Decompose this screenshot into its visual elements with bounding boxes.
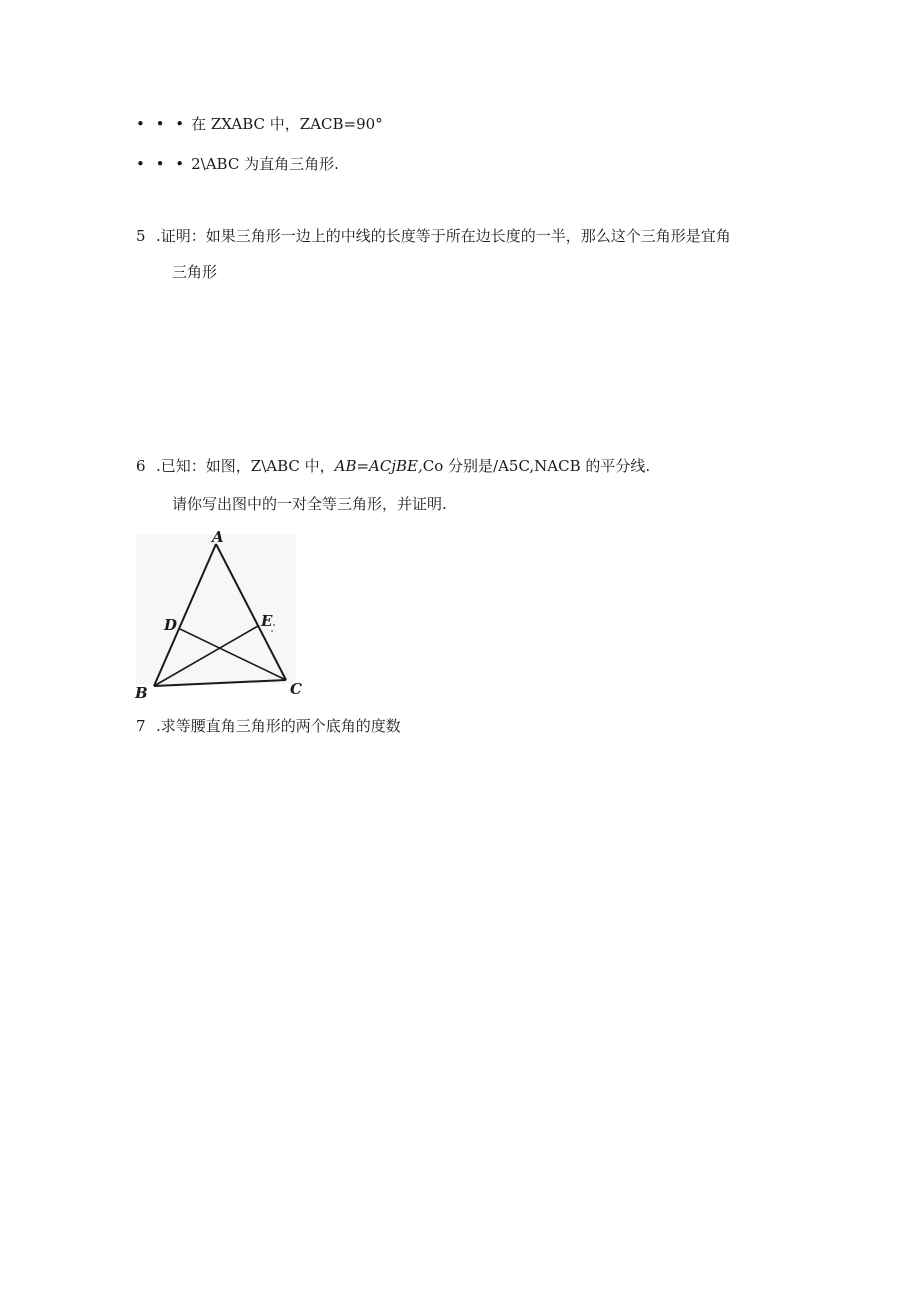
label-b: B bbox=[135, 684, 148, 702]
therefore-dots: • • • bbox=[136, 115, 188, 133]
question-5-number: 5 bbox=[136, 227, 146, 245]
figure-background bbox=[136, 534, 296, 684]
proof-line-1-text: 在 ZXABC 中，ZACB=90° bbox=[191, 115, 383, 133]
label-a: A bbox=[212, 528, 224, 546]
question-7 bbox=[136, 716, 401, 736]
label-c: C bbox=[290, 680, 302, 698]
speck bbox=[273, 624, 275, 626]
question-6-text-c: Co 分别是/A5C,NACB 的平分线. bbox=[422, 457, 651, 475]
question-6-number: 6 bbox=[136, 457, 146, 475]
question-5-continuation: 三角形 bbox=[172, 263, 218, 281]
question-7-number: 7 bbox=[136, 717, 146, 735]
triangle-figure bbox=[134, 528, 304, 708]
speck bbox=[271, 630, 273, 632]
label-e: E bbox=[261, 612, 273, 630]
question-6-continuation: 请你写出图中的一对全等三角形，并证明. bbox=[172, 495, 447, 513]
question-6-text-a: .已知：如图，Z\ABC 中， bbox=[156, 457, 335, 475]
proof-line-1 bbox=[136, 114, 383, 134]
proof-line-2 bbox=[136, 154, 339, 174]
therefore-dots: • • • bbox=[136, 155, 188, 173]
proof-line-2-text: 2\ABC 为直角三角形. bbox=[191, 155, 339, 173]
question-5-text: .证明：如果三角形一边上的中线的长度等于所在边长度的一半，那么这个三角形是宜角 bbox=[156, 227, 731, 245]
question-7-text: .求等腰直角三角形的两个底角的度数 bbox=[156, 717, 401, 735]
label-d: D bbox=[164, 616, 178, 634]
question-5 bbox=[136, 226, 731, 246]
question-6 bbox=[136, 456, 650, 476]
question-6-text-b: AB=ACjBE, bbox=[334, 457, 423, 475]
